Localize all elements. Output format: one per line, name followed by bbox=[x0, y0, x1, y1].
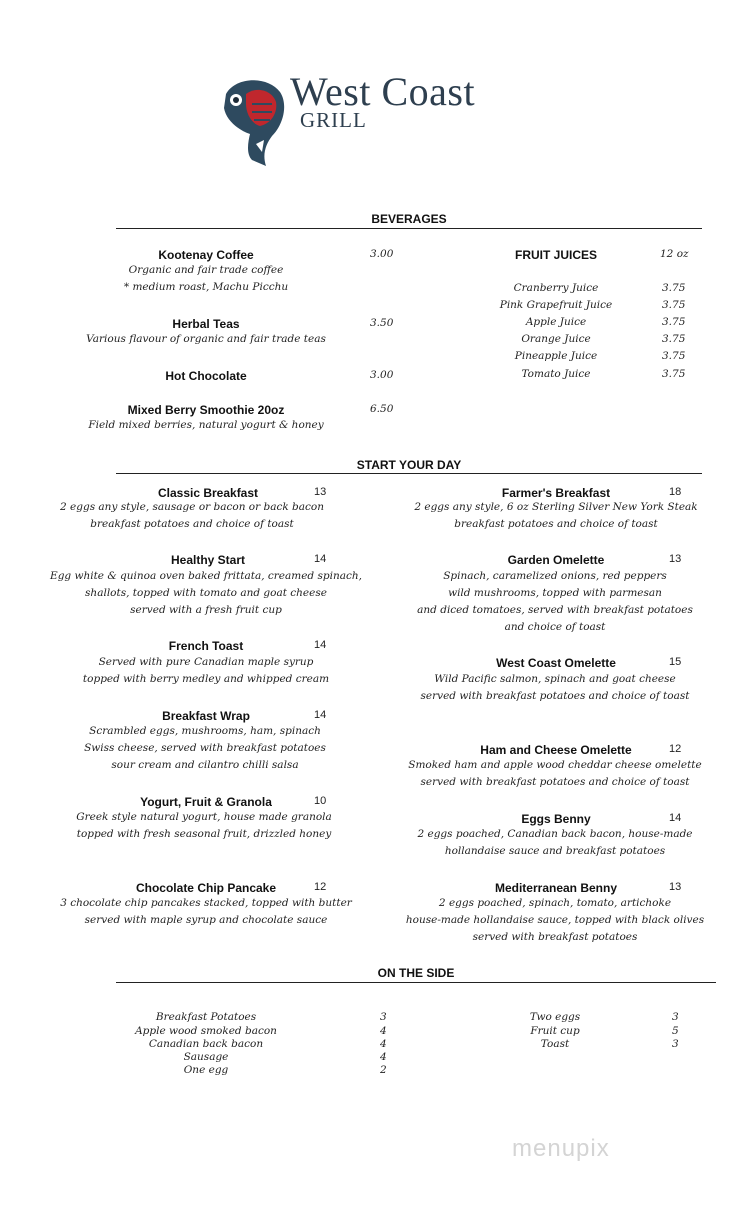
item-description: breakfast potatoes and choice of toast bbox=[454, 518, 658, 530]
item-description: house-made hollandaise sauce, topped with black olives bbox=[405, 914, 705, 926]
side-name: Fruit cup bbox=[530, 1025, 580, 1037]
item-description: * medium roast, Machu Picchu bbox=[123, 281, 289, 293]
side-price: 4 bbox=[380, 1051, 387, 1063]
item-description: hollandaise sauce and breakfast potatoes bbox=[444, 845, 666, 857]
item-description: Egg white & quinoa oven baked frittata, creamed spinach, bbox=[50, 570, 362, 582]
side-price: 4 bbox=[380, 1025, 387, 1037]
item-name: Garden Omelette bbox=[507, 553, 605, 567]
item-description: 2 eggs any style, 6 oz Sterling Silver New York Steak bbox=[414, 501, 698, 513]
side-name: One egg bbox=[183, 1064, 229, 1076]
side-name: Toast bbox=[540, 1038, 570, 1050]
logo-title: West Coast bbox=[290, 69, 476, 114]
item-price: 6.50 bbox=[370, 403, 394, 415]
item-description: topped with berry medley and whipped cream bbox=[82, 673, 330, 685]
item-description: Organic and fair trade coffee bbox=[128, 264, 284, 276]
item-description: Scrambled eggs, mushrooms, ham, spinach bbox=[89, 725, 321, 737]
item-description: Greek style natural yogurt, house made granola bbox=[76, 811, 332, 823]
item-price: 14 bbox=[669, 812, 682, 824]
item-price: 13 bbox=[314, 486, 327, 498]
juices-size: 12 oz bbox=[660, 248, 689, 260]
side-price: 4 bbox=[380, 1038, 387, 1050]
juice-price: 3.75 bbox=[662, 350, 686, 362]
item-name: Healthy Start bbox=[170, 553, 246, 567]
juice-price: 3.75 bbox=[662, 333, 686, 345]
item-description: served with breakfast potatoes and choice of toast bbox=[420, 690, 690, 702]
item-description: Wild Pacific salmon, spinach and goat cheese bbox=[434, 673, 676, 685]
item-description: wild mushrooms, topped with parmesan bbox=[448, 587, 662, 599]
item-description: breakfast potatoes and choice of toast bbox=[90, 518, 294, 530]
side-price: 5 bbox=[672, 1025, 679, 1037]
section-title-beverages: BEVERAGES bbox=[371, 212, 447, 226]
item-name: Breakfast Wrap bbox=[162, 709, 250, 723]
item-description: served with maple syrup and chocolate sauce bbox=[84, 914, 328, 926]
side-price: 2 bbox=[380, 1064, 387, 1076]
item-description: and choice of toast bbox=[504, 621, 606, 633]
item-description: topped with fresh seasonal fruit, drizzled honey bbox=[76, 828, 332, 840]
juice-price: 3.75 bbox=[662, 282, 686, 294]
item-name: Classic Breakfast bbox=[157, 486, 259, 500]
side-name: Apple wood smoked bacon bbox=[135, 1025, 277, 1037]
section-title-side: ON THE SIDE bbox=[377, 966, 455, 980]
item-name: Hot Chocolate bbox=[165, 369, 247, 383]
juice-price: 3.75 bbox=[662, 316, 686, 328]
item-price: 18 bbox=[669, 486, 682, 498]
item-description: Served with pure Canadian maple syrup bbox=[98, 656, 314, 668]
item-name: Kootenay Coffee bbox=[158, 248, 254, 262]
item-description: Field mixed berries, natural yogurt & honey bbox=[88, 419, 324, 431]
item-price: 13 bbox=[669, 553, 682, 565]
juice-name: Orange Juice bbox=[521, 333, 591, 345]
item-name: Mediterranean Benny bbox=[494, 881, 618, 895]
juice-name: Cranberry Juice bbox=[513, 282, 599, 294]
item-name: Mixed Berry Smoothie 20oz bbox=[127, 403, 285, 417]
item-name: Yogurt, Fruit & Granola bbox=[140, 795, 272, 809]
item-description: Swiss cheese, served with breakfast potatoes bbox=[84, 742, 326, 754]
side-name: Two eggs bbox=[529, 1011, 581, 1023]
item-price: 3.00 bbox=[370, 248, 394, 260]
section-divider bbox=[116, 982, 716, 983]
juice-price: 3.75 bbox=[662, 368, 686, 380]
juice-name: Pineapple Juice bbox=[514, 350, 598, 362]
item-name: Ham and Cheese Omelette bbox=[480, 743, 632, 757]
item-description: 3 chocolate chip pancakes stacked, topped with butter bbox=[60, 897, 352, 909]
item-price: 3.50 bbox=[370, 317, 394, 329]
item-price: 15 bbox=[669, 656, 682, 668]
item-price: 14 bbox=[314, 709, 327, 721]
juices-title: FRUIT JUICES bbox=[514, 248, 598, 262]
item-description: sour cream and cilantro chilli salsa bbox=[111, 759, 299, 771]
side-price: 3 bbox=[380, 1011, 387, 1023]
section-divider bbox=[116, 228, 702, 229]
item-description: served with breakfast potatoes and choice of toast bbox=[420, 776, 690, 788]
item-description: Various flavour of organic and fair trade teas bbox=[86, 333, 326, 345]
section-title-start: START YOUR DAY bbox=[356, 458, 462, 472]
side-price: 3 bbox=[672, 1038, 679, 1050]
item-price: 14 bbox=[314, 639, 327, 651]
item-name: Farmer's Breakfast bbox=[501, 486, 611, 500]
item-description: and diced tomatoes, served with breakfast potatoes bbox=[417, 604, 693, 616]
juice-name: Apple Juice bbox=[525, 316, 587, 328]
item-description: shallots, topped with tomato and goat cheese bbox=[85, 587, 327, 599]
item-name: West Coast Omelette bbox=[496, 656, 616, 670]
juice-name: Tomato Juice bbox=[521, 368, 591, 380]
item-price: 3.00 bbox=[370, 369, 394, 381]
item-name: Herbal Teas bbox=[172, 317, 240, 331]
section-divider bbox=[116, 473, 702, 474]
item-name: French Toast bbox=[168, 639, 244, 653]
item-description: Spinach, caramelized onions, red peppers bbox=[443, 570, 667, 582]
item-description: served with breakfast potatoes bbox=[472, 931, 638, 943]
item-name: Chocolate Chip Pancake bbox=[135, 881, 277, 895]
salmon-logo-icon bbox=[216, 74, 290, 168]
item-description: 2 eggs poached, Canadian back bacon, house-made bbox=[417, 828, 693, 840]
item-price: 10 bbox=[314, 795, 327, 807]
item-name: Eggs Benny bbox=[521, 812, 591, 826]
item-description: served with a fresh fruit cup bbox=[130, 604, 282, 616]
side-price: 3 bbox=[672, 1011, 679, 1023]
side-name: Sausage bbox=[183, 1051, 229, 1063]
juice-price: 3.75 bbox=[662, 299, 686, 311]
watermark: menupix bbox=[512, 1135, 610, 1162]
item-price: 13 bbox=[669, 881, 682, 893]
side-name: Breakfast Potatoes bbox=[155, 1011, 257, 1023]
item-price: 14 bbox=[314, 553, 327, 565]
item-description: 2 eggs poached, spinach, tomato, artichoke bbox=[438, 897, 672, 909]
side-name: Canadian back bacon bbox=[148, 1038, 264, 1050]
juice-name: Pink Grapefruit Juice bbox=[499, 299, 613, 311]
logo-subtitle: GRILL bbox=[300, 108, 367, 132]
item-description: 2 eggs any style, sausage or bacon or back bacon bbox=[60, 501, 324, 513]
item-price: 12 bbox=[669, 743, 682, 755]
item-price: 12 bbox=[314, 881, 327, 893]
item-description: Smoked ham and apple wood cheddar cheese omelette bbox=[408, 759, 702, 771]
